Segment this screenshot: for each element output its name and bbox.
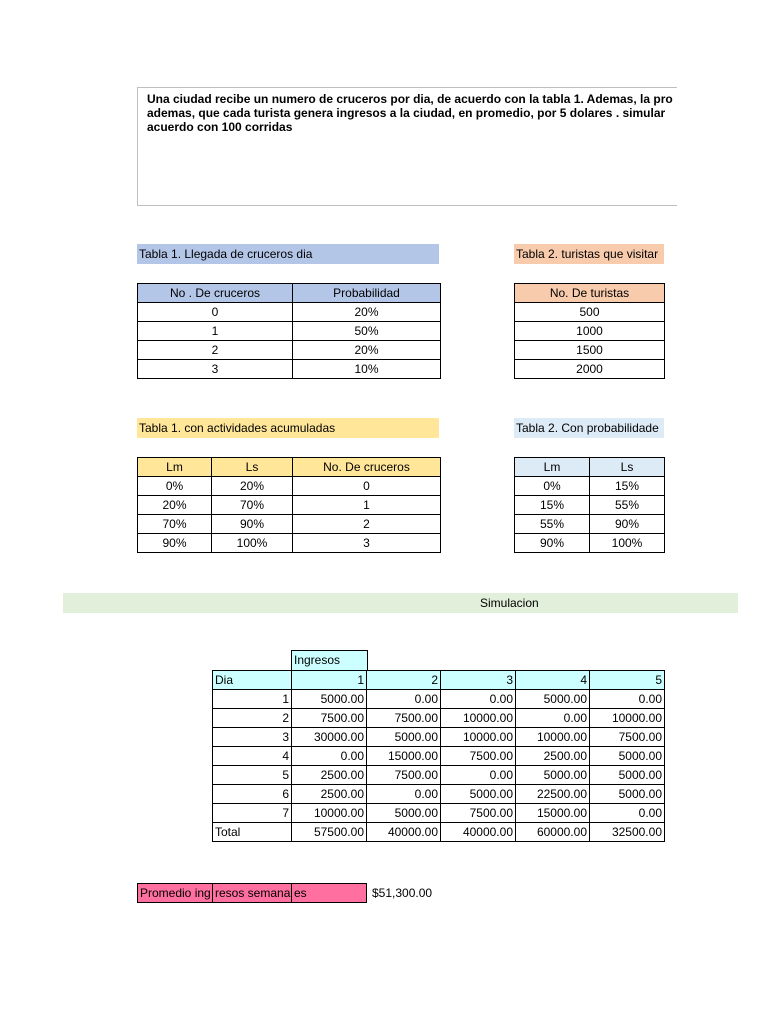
day-cell: 5: [213, 766, 292, 785]
table-cell: 0: [293, 477, 441, 496]
table-row: [213, 690, 665, 709]
table-cell: 0.00: [516, 709, 590, 728]
tabla2-title: Tabla 2. turistas que visitar: [514, 244, 664, 264]
simulation-table: [212, 670, 665, 842]
tabla1-acum-table: [137, 457, 441, 553]
simulacion-banner: [63, 593, 738, 613]
table-cell: 7500.00: [367, 709, 441, 728]
column-header: No. De turistas: [515, 284, 665, 303]
table-row: [138, 322, 441, 341]
simulacion-title: Simulacion: [480, 596, 539, 610]
table-cell: 10%: [293, 360, 441, 379]
table-cell: 1: [138, 322, 293, 341]
table-cell: 70%: [138, 515, 212, 534]
total-label: Total: [213, 823, 292, 842]
table-row: [213, 804, 665, 823]
tabla1-acum-title: Tabla 1. con actividades acumuladas: [137, 418, 439, 438]
table-cell: 10000.00: [590, 709, 665, 728]
table-row: [138, 496, 441, 515]
table-cell: 5000.00: [590, 766, 665, 785]
table-cell: 2000: [515, 360, 665, 379]
table-cell: 5000.00: [516, 690, 590, 709]
table-cell: 5000.00: [367, 728, 441, 747]
table-header-row: [138, 284, 441, 303]
tabla2-table: [514, 283, 665, 379]
column-header: Probabilidad: [293, 284, 441, 303]
table-cell: 90%: [515, 534, 590, 553]
table-cell: 2: [293, 515, 441, 534]
table-cell: 15000.00: [516, 804, 590, 823]
table-cell: 10000.00: [292, 804, 367, 823]
promedio-label-part-1: Promedio ing: [138, 884, 213, 903]
table-cell: 10000.00: [516, 728, 590, 747]
run-header: 1: [292, 671, 367, 690]
table-header-row: [515, 458, 665, 477]
table-row: [213, 709, 665, 728]
table-row: [515, 360, 665, 379]
table-cell: 20%: [293, 341, 441, 360]
table-cell: 7500.00: [590, 728, 665, 747]
table-cell: 15%: [515, 496, 590, 515]
table-row: [138, 303, 441, 322]
column-header: No. De cruceros: [293, 458, 441, 477]
table-cell: 0.00: [590, 804, 665, 823]
table-cell: 0.00: [367, 785, 441, 804]
day-cell: 6: [213, 785, 292, 804]
promedio-label-cells: [137, 883, 367, 903]
table-row: [213, 747, 665, 766]
day-cell: 7: [213, 804, 292, 823]
total-cell: 57500.00: [292, 823, 367, 842]
total-cell: 40000.00: [367, 823, 441, 842]
table-cell: 0.00: [292, 747, 367, 766]
column-header: Lm: [515, 458, 590, 477]
column-header: Ls: [590, 458, 665, 477]
table-cell: 90%: [590, 515, 665, 534]
table-row: [138, 534, 441, 553]
table-cell: 2500.00: [516, 747, 590, 766]
table-cell: 0.00: [590, 690, 665, 709]
day-cell: 3: [213, 728, 292, 747]
table-cell: 90%: [212, 515, 293, 534]
column-header: Lm: [138, 458, 212, 477]
total-cell: 60000.00: [516, 823, 590, 842]
table-cell: 2: [138, 341, 293, 360]
problem-line-3: acuerdo con 100 corridas: [147, 120, 293, 134]
table-cell: 5000.00: [590, 785, 665, 804]
table-cell: 5000.00: [441, 785, 516, 804]
table-row: [515, 341, 665, 360]
table-row: [515, 303, 665, 322]
table-cell: 20%: [293, 303, 441, 322]
promedio-label-part-2: resos semana: [213, 884, 292, 903]
table-header-row: [138, 458, 441, 477]
table-cell: 7500.00: [441, 747, 516, 766]
table-cell: 20%: [212, 477, 293, 496]
table-cell: 1: [293, 496, 441, 515]
table-header-row: [213, 671, 665, 690]
table-cell: 7500.00: [292, 709, 367, 728]
table-cell: 10000.00: [441, 728, 516, 747]
table-cell: 1500: [515, 341, 665, 360]
table-cell: 55%: [515, 515, 590, 534]
table-cell: 3: [138, 360, 293, 379]
table-row: [138, 341, 441, 360]
table-row: [515, 477, 665, 496]
promedio-label-part-3: es: [292, 884, 367, 903]
table-cell: 7500.00: [367, 766, 441, 785]
promedio-value: $51,300.00: [372, 886, 433, 900]
day-cell: 1: [213, 690, 292, 709]
table-cell: 55%: [590, 496, 665, 515]
table-row: [213, 728, 665, 747]
problem-line-1: Una ciudad recibe un numero de cruceros por dia, de acuerdo con la tabla 1. Ademas, la pro: [147, 92, 673, 106]
table-row: [138, 515, 441, 534]
totals-row: [213, 823, 665, 842]
problem-line-2: ademas, que cada turista genera ingresos a la ciudad, en promedio, por 5 dolares . simular: [147, 106, 666, 120]
table-row: [515, 496, 665, 515]
column-header: No . De cruceros: [138, 284, 293, 303]
table-cell: 90%: [138, 534, 212, 553]
table-cell: 50%: [293, 322, 441, 341]
table-cell: 5000.00: [367, 804, 441, 823]
table-cell: 15000.00: [367, 747, 441, 766]
column-header: Ls: [212, 458, 293, 477]
tabla2-acum-title: Tabla 2. Con probabilidade: [514, 418, 664, 438]
table-cell: 500: [515, 303, 665, 322]
table-row: [138, 360, 441, 379]
ingresos-label: Ingresos: [291, 650, 368, 671]
run-header: 3: [441, 671, 516, 690]
table-cell: 15%: [590, 477, 665, 496]
problem-statement: [137, 87, 677, 206]
table-cell: 7500.00: [441, 804, 516, 823]
table-row: [213, 766, 665, 785]
table-cell: 30000.00: [292, 728, 367, 747]
table-cell: 0%: [138, 477, 212, 496]
tabla1-title: Tabla 1. Llegada de cruceros dia: [137, 244, 439, 264]
table-cell: 5000.00: [516, 766, 590, 785]
tabla1-table: [137, 283, 441, 379]
table-cell: 20%: [138, 496, 212, 515]
table-cell: 3: [293, 534, 441, 553]
table-cell: 22500.00: [516, 785, 590, 804]
table-row: [213, 785, 665, 804]
total-cell: 32500.00: [590, 823, 665, 842]
table-cell: 5000.00: [590, 747, 665, 766]
table-cell: 100%: [212, 534, 293, 553]
dia-header: Dia: [213, 671, 292, 690]
table-cell: 0.00: [367, 690, 441, 709]
table-row: [138, 884, 367, 903]
table-cell: 5000.00: [292, 690, 367, 709]
table-cell: 0.00: [441, 766, 516, 785]
tabla2-acum-table: [514, 457, 665, 553]
table-cell: 70%: [212, 496, 293, 515]
table-cell: 1000: [515, 322, 665, 341]
table-row: [515, 534, 665, 553]
table-cell: 2500.00: [292, 785, 367, 804]
run-header: 5: [590, 671, 665, 690]
run-header: 2: [367, 671, 441, 690]
table-cell: 2500.00: [292, 766, 367, 785]
run-header: 4: [516, 671, 590, 690]
table-cell: 0.00: [441, 690, 516, 709]
table-cell: 0%: [515, 477, 590, 496]
total-cell: 40000.00: [441, 823, 516, 842]
table-row: [515, 322, 665, 341]
day-cell: 4: [213, 747, 292, 766]
table-row: [138, 477, 441, 496]
table-cell: 0: [138, 303, 293, 322]
table-row: [515, 515, 665, 534]
day-cell: 2: [213, 709, 292, 728]
table-cell: 10000.00: [441, 709, 516, 728]
table-header-row: [515, 284, 665, 303]
table-cell: 100%: [590, 534, 665, 553]
